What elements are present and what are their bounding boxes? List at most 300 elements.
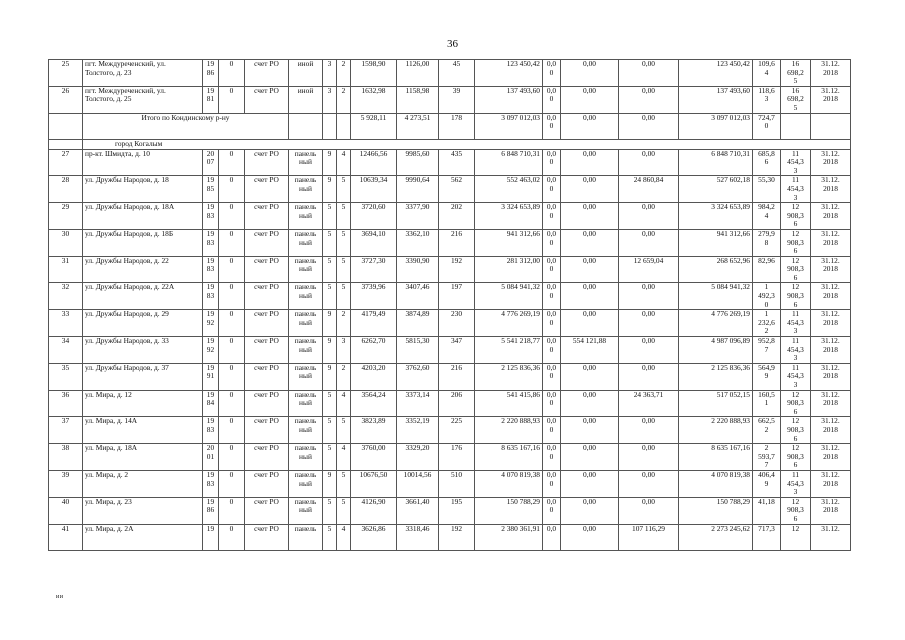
cell-max-cost-per-sqm: 11 454,3 3 bbox=[781, 176, 811, 203]
cell-cost-federal: 0,0 0 bbox=[543, 86, 561, 113]
cell-row-number: 39 bbox=[49, 470, 83, 497]
cell-cost-municipal: 24 860,84 bbox=[619, 176, 679, 203]
cell-wall-material: панель ный bbox=[289, 149, 323, 176]
cell-cost-federal: 0,0 0 bbox=[543, 444, 561, 471]
cell-total-area: 10676,50 bbox=[351, 470, 397, 497]
cell-cost-owners: 941 312,66 bbox=[679, 229, 753, 256]
cell-build-year: 19 83 bbox=[203, 417, 219, 444]
cell-entrances: 4 bbox=[337, 524, 351, 550]
cell-cost-per-sqm: 118,6 3 bbox=[753, 86, 781, 113]
cell-total-cost: 4 070 819,38 bbox=[475, 470, 543, 497]
cell-deadline: 31.12. 2018 bbox=[811, 470, 851, 497]
cell-cost-regional: 554 121,88 bbox=[561, 337, 619, 364]
cell-total-area: 4126,90 bbox=[351, 497, 397, 524]
cell-cost-per-sqm: 984,2 4 bbox=[753, 203, 781, 230]
cell-wall-material: панель ный bbox=[289, 390, 323, 417]
cell-fund-method: счет РО bbox=[245, 470, 289, 497]
cell-address: ул. Дружбы Народов, д. 18Б bbox=[83, 229, 203, 256]
cell-entrances: 2 bbox=[337, 86, 351, 113]
cell-total-cost: 5 084 941,32 bbox=[475, 283, 543, 310]
cell-living-area: 3373,14 bbox=[397, 390, 439, 417]
cell-cost-regional: 0,00 bbox=[561, 310, 619, 337]
total-row bbox=[49, 113, 851, 139]
cell-living-area: 3874,89 bbox=[397, 310, 439, 337]
cell-deadline: 31.12. 2018 bbox=[811, 60, 851, 87]
cell-max-cost-per-sqm: 11 454,3 3 bbox=[781, 470, 811, 497]
cell-total-area: 3626,86 bbox=[351, 524, 397, 550]
cell-row-number: 30 bbox=[49, 229, 83, 256]
cell-wall-material: панель ный bbox=[289, 229, 323, 256]
cell-cell-zero: 0 bbox=[219, 497, 245, 524]
cell-cost-per-sqm: 564,9 9 bbox=[753, 363, 781, 390]
cell-row-number: 28 bbox=[49, 176, 83, 203]
cell-floors: 5 bbox=[323, 444, 337, 471]
cell-entrances: 4 bbox=[337, 149, 351, 176]
cell-deadline: 31.12. 2018 bbox=[811, 283, 851, 310]
cell-cost-owners: 150 788,29 bbox=[679, 497, 753, 524]
cell-empty bbox=[49, 113, 83, 139]
cell-entrances: 5 bbox=[337, 417, 351, 444]
cell-cost-regional: 0,00 bbox=[561, 363, 619, 390]
cell-cost-municipal: 0,00 bbox=[619, 60, 679, 87]
cell-cost-federal: 0,0 0 bbox=[543, 149, 561, 176]
cell-build-year: 19 83 bbox=[203, 256, 219, 283]
cell-living-area: 10014,56 bbox=[397, 470, 439, 497]
cell-total-cost: 3 324 653,89 bbox=[475, 203, 543, 230]
cell-deadline: 31.12. 2018 bbox=[811, 256, 851, 283]
cell-cost-federal: 0,0 0 bbox=[543, 176, 561, 203]
cell-entrances: 5 bbox=[337, 470, 351, 497]
cell-cost-municipal: 0,00 bbox=[619, 310, 679, 337]
cell-cost-regional: 0,00 bbox=[561, 417, 619, 444]
cell-cost-regional: 0,00 bbox=[561, 524, 619, 550]
cell-total-cost: 123 450,42 bbox=[475, 60, 543, 87]
cell-row-number: 26 bbox=[49, 86, 83, 113]
cell-max-cost-per-sqm: 11 454,3 3 bbox=[781, 337, 811, 364]
cell-residents: 225 bbox=[439, 417, 475, 444]
cell-row-number: 33 bbox=[49, 310, 83, 337]
cell-cost-regional: 0,00 bbox=[561, 390, 619, 417]
cell-entrances: 5 bbox=[337, 497, 351, 524]
cell-max-cost-per-sqm: 16 698,2 5 bbox=[781, 86, 811, 113]
cell-fund-method: счет РО bbox=[245, 444, 289, 471]
cell-row-number: 27 bbox=[49, 149, 83, 176]
cell-living-area: 3390,90 bbox=[397, 256, 439, 283]
cell-cost-federal: 0,0 0 bbox=[543, 229, 561, 256]
cell-cell-zero: 0 bbox=[219, 363, 245, 390]
cell-total-area: 3727,30 bbox=[351, 256, 397, 283]
cell-residents: 562 bbox=[439, 176, 475, 203]
cell-fund-method: счет РО bbox=[245, 60, 289, 87]
cell-cell-zero: 0 bbox=[219, 390, 245, 417]
cell-residents: 216 bbox=[439, 229, 475, 256]
cell-total-cost: 941 312,66 bbox=[475, 229, 543, 256]
cell-living-area: 3362,10 bbox=[397, 229, 439, 256]
cell-cost-municipal: 0,00 bbox=[619, 86, 679, 113]
cell-deadline: 31.12. 2018 bbox=[811, 417, 851, 444]
cell-total-area: 10639,34 bbox=[351, 176, 397, 203]
cell-cost-owners: 2 273 245,62 bbox=[679, 524, 753, 550]
cell-row-number: 29 bbox=[49, 203, 83, 230]
cell-residents: 435 bbox=[439, 149, 475, 176]
cell-row-number: 41 bbox=[49, 524, 83, 550]
cell-entrances: 2 bbox=[337, 363, 351, 390]
footer-mark: ии bbox=[56, 594, 64, 600]
cell-wall-material: панель ный bbox=[289, 203, 323, 230]
cell-max-cost-per-sqm: 12 908,3 6 bbox=[781, 229, 811, 256]
cell-wall-material: иной bbox=[289, 60, 323, 87]
cell-floors: 9 bbox=[323, 337, 337, 364]
cell-cost-regional: 0,00 bbox=[561, 113, 619, 139]
cell-cost-municipal: 0,00 bbox=[619, 470, 679, 497]
cell-wall-material: панель ный bbox=[289, 444, 323, 471]
cell-row-number: 36 bbox=[49, 390, 83, 417]
cell-cost-owners: 4 987 096,89 bbox=[679, 337, 753, 364]
cell-row-number: 38 bbox=[49, 444, 83, 471]
cell-living-area: 3407,46 bbox=[397, 283, 439, 310]
cell-cost-regional: 0,00 bbox=[561, 203, 619, 230]
cell-build-year: 19 83 bbox=[203, 203, 219, 230]
cell-deadline: 31.12. 2018 bbox=[811, 86, 851, 113]
cell-build-year: 20 07 bbox=[203, 149, 219, 176]
cell-fund-method: счет РО bbox=[245, 363, 289, 390]
cell-max-cost-per-sqm: 11 454,3 3 bbox=[781, 149, 811, 176]
cell-cost-federal: 0,0 0 bbox=[543, 417, 561, 444]
table-row bbox=[49, 256, 851, 283]
cell-total-area: 3760,00 bbox=[351, 444, 397, 471]
cell-total-area: 3694,10 bbox=[351, 229, 397, 256]
cell-deadline: 31.12. 2018 bbox=[811, 203, 851, 230]
cell-deadline: 31.12. bbox=[811, 524, 851, 550]
cell-cell-zero: 0 bbox=[219, 337, 245, 364]
cell-build-year: 19 92 bbox=[203, 310, 219, 337]
cell-entrances: 2 bbox=[337, 60, 351, 87]
cell-cost-regional: 0,00 bbox=[561, 229, 619, 256]
cell-max-cost-per-sqm: 12 908,3 6 bbox=[781, 417, 811, 444]
cell-address: ул. Мира, д. 2 bbox=[83, 470, 203, 497]
cell-cost-regional: 0,00 bbox=[561, 86, 619, 113]
cell-cost-per-sqm: 724,7 0 bbox=[753, 113, 781, 139]
cell-cost-municipal: 0,00 bbox=[619, 417, 679, 444]
table-row bbox=[49, 86, 851, 113]
cell-residents: 202 bbox=[439, 203, 475, 230]
cell-total-cost: 137 493,60 bbox=[475, 86, 543, 113]
cell-cell-zero: 0 bbox=[219, 229, 245, 256]
cell-address: ул. Мира, д. 14А bbox=[83, 417, 203, 444]
cell-address: ул. Мира, д. 2А bbox=[83, 524, 203, 550]
cell-entrances: 4 bbox=[337, 444, 351, 471]
cell-cost-federal: 0,0 bbox=[543, 524, 561, 550]
total-label: Итого по Кондинскому р-ну bbox=[83, 113, 289, 139]
cell-cost-regional: 0,00 bbox=[561, 470, 619, 497]
cell-living-area: 9990,64 bbox=[397, 176, 439, 203]
cell-floors: 9 bbox=[323, 176, 337, 203]
cell-cost-federal: 0,0 0 bbox=[543, 203, 561, 230]
cell-floors: 9 bbox=[323, 310, 337, 337]
cell-total-area: 3720,60 bbox=[351, 203, 397, 230]
cell-cost-municipal: 0,00 bbox=[619, 229, 679, 256]
cell-floors: 5 bbox=[323, 256, 337, 283]
cell-cost-per-sqm: 685,8 6 bbox=[753, 149, 781, 176]
cell-cost-per-sqm: 109,6 4 bbox=[753, 60, 781, 87]
cell-total-area: 6262,70 bbox=[351, 337, 397, 364]
cell-wall-material: панель ный bbox=[289, 497, 323, 524]
cell-build-year: 19 83 bbox=[203, 229, 219, 256]
cell-residents: 206 bbox=[439, 390, 475, 417]
cell-cost-federal: 0,0 0 bbox=[543, 497, 561, 524]
cell-residents: 192 bbox=[439, 256, 475, 283]
cell-floors: 5 bbox=[323, 417, 337, 444]
cell-address: ул. Мира, д. 23 bbox=[83, 497, 203, 524]
cell-cost-per-sqm: 952,8 7 bbox=[753, 337, 781, 364]
cell-cost-regional: 0,00 bbox=[561, 444, 619, 471]
cell-fund-method: счет РО bbox=[245, 229, 289, 256]
cell-residents: 216 bbox=[439, 363, 475, 390]
cell-entrances: 5 bbox=[337, 176, 351, 203]
cell-cost-per-sqm: 1 232,6 2 bbox=[753, 310, 781, 337]
cell-living-area: 3329,20 bbox=[397, 444, 439, 471]
cell-wall-material: панель bbox=[289, 524, 323, 550]
cell-address: ул. Дружбы Народов, д. 18А bbox=[83, 203, 203, 230]
cell-max-cost-per-sqm: 12 908,3 6 bbox=[781, 256, 811, 283]
housing-registry-table bbox=[48, 59, 851, 551]
cell-total-cost: 4 776 269,19 bbox=[475, 310, 543, 337]
cell-total-area: 3823,89 bbox=[351, 417, 397, 444]
cell-row-number: 25 bbox=[49, 60, 83, 87]
cell-wall-material: иной bbox=[289, 86, 323, 113]
cell-wall-material: панель ный bbox=[289, 470, 323, 497]
cell-deadline: 31.12. 2018 bbox=[811, 229, 851, 256]
cell-floors: 9 bbox=[323, 149, 337, 176]
cell-wall-material: панель ный bbox=[289, 310, 323, 337]
cell-row-number: 34 bbox=[49, 337, 83, 364]
cell-max-cost-per-sqm: 12 908,3 6 bbox=[781, 283, 811, 310]
cell-total-area: 3739,96 bbox=[351, 283, 397, 310]
cell-fund-method: счет РО bbox=[245, 149, 289, 176]
cell-deadline: 31.12. 2018 bbox=[811, 310, 851, 337]
cell-residents: 39 bbox=[439, 86, 475, 113]
cell-wall-material: панель ный bbox=[289, 337, 323, 364]
cell-address: ул. Мира, д. 18А bbox=[83, 444, 203, 471]
table-row bbox=[49, 390, 851, 417]
cell-cost-municipal: 0,00 bbox=[619, 283, 679, 310]
cell-deadline: 31.12. 2018 bbox=[811, 363, 851, 390]
cell-total-area: 1598,90 bbox=[351, 60, 397, 87]
cell-fund-method: счет РО bbox=[245, 256, 289, 283]
cell-cost-regional: 0,00 bbox=[561, 256, 619, 283]
table-row bbox=[49, 60, 851, 87]
cell-fund-method: счет РО bbox=[245, 86, 289, 113]
cell-cost-municipal: 0,00 bbox=[619, 337, 679, 364]
cell-cost-owners: 3 097 012,03 bbox=[679, 113, 753, 139]
cell-cost-per-sqm: 662,5 2 bbox=[753, 417, 781, 444]
cell-floors: 5 bbox=[323, 524, 337, 550]
cell-cost-municipal: 0,00 bbox=[619, 363, 679, 390]
cell-fund-method: счет РО bbox=[245, 417, 289, 444]
cell-living-area: 9985,60 bbox=[397, 149, 439, 176]
cell-floors: 5 bbox=[323, 283, 337, 310]
cell-total-cost: 552 463,02 bbox=[475, 176, 543, 203]
cell-total-area: 1632,98 bbox=[351, 86, 397, 113]
cell-cell-zero: 0 bbox=[219, 417, 245, 444]
cell-build-year: 19 bbox=[203, 524, 219, 550]
cell-cost-owners: 2 220 888,93 bbox=[679, 417, 753, 444]
cell-deadline: 31.12. 2018 bbox=[811, 149, 851, 176]
cell-floors: 9 bbox=[323, 470, 337, 497]
cell-residents: 176 bbox=[439, 444, 475, 471]
cell-total-cost: 2 380 361,91 bbox=[475, 524, 543, 550]
cell-residents: 347 bbox=[439, 337, 475, 364]
cell-cost-owners: 5 084 941,32 bbox=[679, 283, 753, 310]
cell-wall-material: панель ный bbox=[289, 417, 323, 444]
table-row bbox=[49, 283, 851, 310]
cell-fund-method: счет РО bbox=[245, 390, 289, 417]
cell-cost-owners: 4 070 819,38 bbox=[679, 470, 753, 497]
cell-entrances: 5 bbox=[337, 283, 351, 310]
cell-wall-material: панель ный bbox=[289, 363, 323, 390]
cell-total-area: 5 928,11 bbox=[351, 113, 397, 139]
cell-cost-owners: 3 324 653,89 bbox=[679, 203, 753, 230]
cell-cost-owners: 6 848 710,31 bbox=[679, 149, 753, 176]
cell-fund-method: счет РО bbox=[245, 176, 289, 203]
cell-cost-per-sqm: 406,4 9 bbox=[753, 470, 781, 497]
cell-deadline: 31.12. 2018 bbox=[811, 337, 851, 364]
cell-build-year: 19 85 bbox=[203, 176, 219, 203]
cell-address: ул. Дружбы Народов, д. 22 bbox=[83, 256, 203, 283]
cell-empty bbox=[49, 139, 83, 149]
cell-empty bbox=[289, 113, 323, 139]
cell-residents: 197 bbox=[439, 283, 475, 310]
cell-floors: 5 bbox=[323, 390, 337, 417]
cell-living-area: 3377,90 bbox=[397, 203, 439, 230]
cell-living-area: 5815,30 bbox=[397, 337, 439, 364]
table-row bbox=[49, 149, 851, 176]
cell-build-year: 19 86 bbox=[203, 497, 219, 524]
cell-cost-regional: 0,00 bbox=[561, 60, 619, 87]
cell-residents: 192 bbox=[439, 524, 475, 550]
cell-empty bbox=[337, 113, 351, 139]
cell-fund-method: счет РО bbox=[245, 203, 289, 230]
cell-address: пгт. Междуреченский, ул. Толстого, д. 25 bbox=[83, 86, 203, 113]
table-row bbox=[49, 203, 851, 230]
cell-cell-zero: 0 bbox=[219, 203, 245, 230]
cell-max-cost-per-sqm: 12 908,3 6 bbox=[781, 390, 811, 417]
cell-floors: 3 bbox=[323, 60, 337, 87]
cell-cell-zero: 0 bbox=[219, 149, 245, 176]
cell-living-area: 4 273,51 bbox=[397, 113, 439, 139]
cell-fund-method: счет РО bbox=[245, 497, 289, 524]
section-label: город Когалым bbox=[83, 139, 851, 149]
cell-total-area: 3564,24 bbox=[351, 390, 397, 417]
table-row bbox=[49, 310, 851, 337]
cell-cost-federal: 0,0 0 bbox=[543, 310, 561, 337]
cell-cost-per-sqm: 2 593,7 7 bbox=[753, 444, 781, 471]
cell-cell-zero: 0 bbox=[219, 524, 245, 550]
cell-cost-per-sqm: 160,5 1 bbox=[753, 390, 781, 417]
cell-residents: 195 bbox=[439, 497, 475, 524]
cell-residents: 45 bbox=[439, 60, 475, 87]
cell-cost-owners: 4 776 269,19 bbox=[679, 310, 753, 337]
cell-cost-municipal: 0,00 bbox=[619, 203, 679, 230]
cell-living-area: 1158,98 bbox=[397, 86, 439, 113]
cell-max-cost-per-sqm: 16 698,2 5 bbox=[781, 60, 811, 87]
table-row bbox=[49, 176, 851, 203]
cell-total-cost: 281 312,00 bbox=[475, 256, 543, 283]
table-row bbox=[49, 524, 851, 550]
cell-cell-zero: 0 bbox=[219, 283, 245, 310]
cell-cost-municipal: 107 116,29 bbox=[619, 524, 679, 550]
cell-cost-owners: 517 052,15 bbox=[679, 390, 753, 417]
cell-residents: 510 bbox=[439, 470, 475, 497]
cell-cost-municipal: 0,00 bbox=[619, 497, 679, 524]
cell-empty bbox=[811, 113, 851, 139]
cell-max-cost-per-sqm: 12 bbox=[781, 524, 811, 550]
cell-wall-material: панель ный bbox=[289, 176, 323, 203]
cell-floors: 3 bbox=[323, 86, 337, 113]
cell-row-number: 32 bbox=[49, 283, 83, 310]
cell-address: ул. Дружбы Народов, д. 37 bbox=[83, 363, 203, 390]
cell-cost-federal: 0,0 0 bbox=[543, 283, 561, 310]
cell-build-year: 19 86 bbox=[203, 60, 219, 87]
cell-cost-federal: 0,0 0 bbox=[543, 113, 561, 139]
cell-cell-zero: 0 bbox=[219, 444, 245, 471]
cell-total-cost: 2 220 888,93 bbox=[475, 417, 543, 444]
cell-cost-owners: 527 602,18 bbox=[679, 176, 753, 203]
cell-floors: 5 bbox=[323, 229, 337, 256]
cell-cost-owners: 123 450,42 bbox=[679, 60, 753, 87]
cell-cost-federal: 0,0 0 bbox=[543, 60, 561, 87]
cell-address: ул. Мира, д. 12 bbox=[83, 390, 203, 417]
cell-cost-federal: 0,0 0 bbox=[543, 390, 561, 417]
cell-cell-zero: 0 bbox=[219, 470, 245, 497]
cell-cost-municipal: 12 659,04 bbox=[619, 256, 679, 283]
page-number: 36 bbox=[447, 38, 458, 50]
table-row bbox=[49, 417, 851, 444]
cell-address: ул. Дружбы Народов, д. 33 bbox=[83, 337, 203, 364]
cell-total-cost: 8 635 167,16 bbox=[475, 444, 543, 471]
cell-total-cost: 541 415,86 bbox=[475, 390, 543, 417]
cell-cost-per-sqm: 279,9 8 bbox=[753, 229, 781, 256]
cell-residents: 178 bbox=[439, 113, 475, 139]
table-row bbox=[49, 497, 851, 524]
table-row bbox=[49, 363, 851, 390]
cell-total-area: 4203,20 bbox=[351, 363, 397, 390]
cell-entrances: 4 bbox=[337, 390, 351, 417]
cell-fund-method: счет РО bbox=[245, 283, 289, 310]
cell-floors: 9 bbox=[323, 363, 337, 390]
cell-total-cost: 150 788,29 bbox=[475, 497, 543, 524]
cell-deadline: 31.12. 2018 bbox=[811, 176, 851, 203]
cell-max-cost-per-sqm: 11 454,3 3 bbox=[781, 363, 811, 390]
cell-build-year: 20 01 bbox=[203, 444, 219, 471]
cell-total-area: 4179,49 bbox=[351, 310, 397, 337]
cell-deadline: 31.12. 2018 bbox=[811, 497, 851, 524]
cell-cost-per-sqm: 55,30 bbox=[753, 176, 781, 203]
table-row bbox=[49, 229, 851, 256]
cell-living-area: 1126,00 bbox=[397, 60, 439, 87]
cell-max-cost-per-sqm: 12 908,3 6 bbox=[781, 444, 811, 471]
cell-empty bbox=[323, 113, 337, 139]
cell-cost-owners: 8 635 167,16 bbox=[679, 444, 753, 471]
cell-address: ул. Дружбы Народов, д. 18 bbox=[83, 176, 203, 203]
cell-entrances: 5 bbox=[337, 256, 351, 283]
cell-cost-regional: 0,00 bbox=[561, 176, 619, 203]
cell-entrances: 2 bbox=[337, 310, 351, 337]
cell-wall-material: панель ный bbox=[289, 283, 323, 310]
cell-total-cost: 6 848 710,31 bbox=[475, 149, 543, 176]
cell-cell-zero: 0 bbox=[219, 176, 245, 203]
cell-total-cost: 3 097 012,03 bbox=[475, 113, 543, 139]
